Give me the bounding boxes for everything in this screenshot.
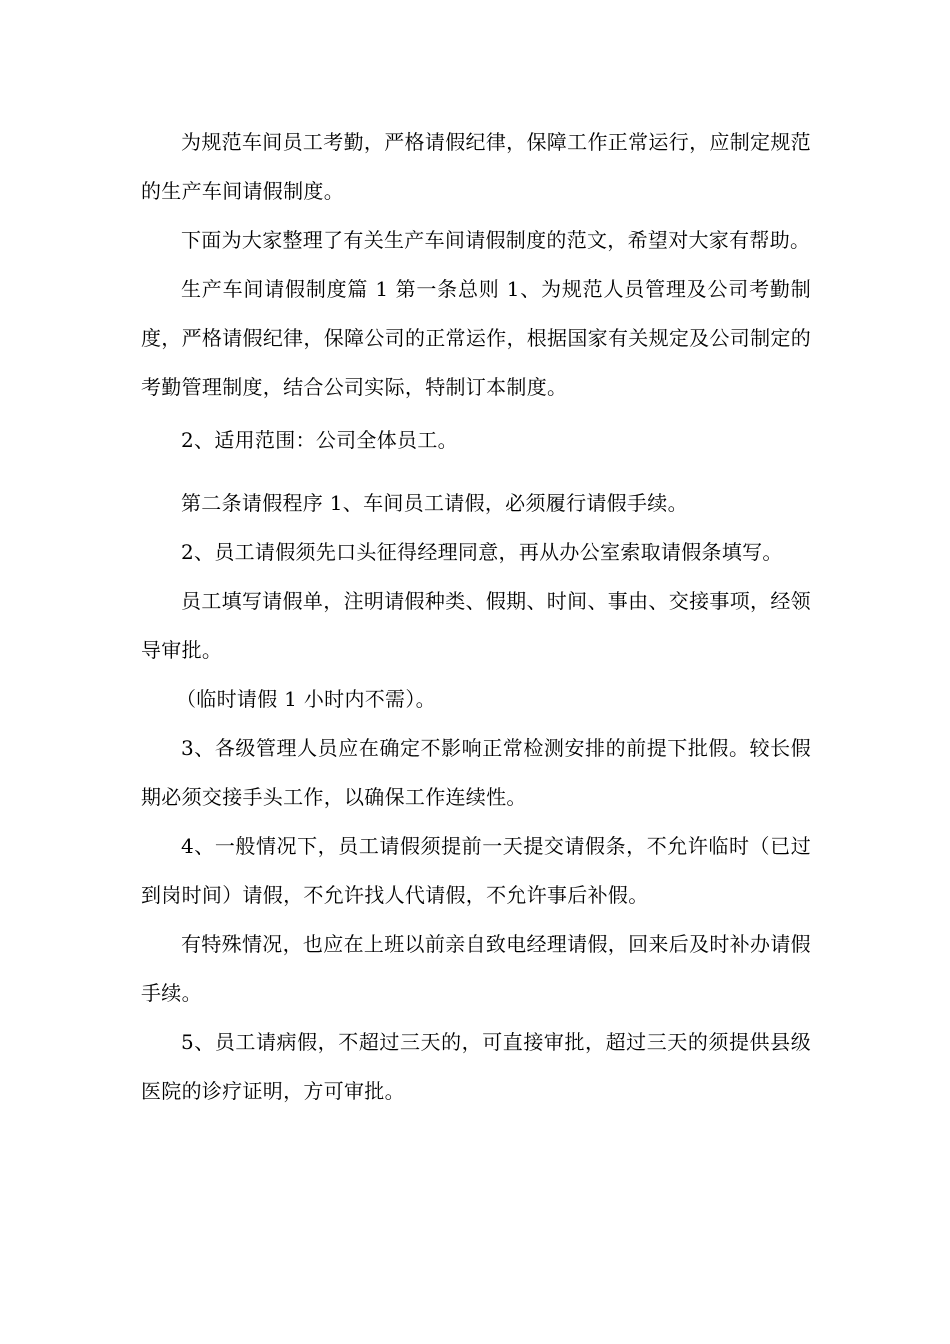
paragraph-leave-form: 员工填写请假单，注明请假种类、假期、时间、事由、交接事项，经领导审批。 xyxy=(141,589,811,662)
paragraph-sick-leave: 5、员工请病假，不超过三天的，可直接审批，超过三天的须提供县级医院的诊疗证明，方可审批。 xyxy=(141,1030,811,1103)
paragraph-general-rules: 生产车间请假制度篇 1 第一条总则 1、为规范人员管理及公司考勤制度，严格请假纪律，保障公司的正常运作，根据国家有关规定及公司制定的考勤管理制度，结合公司实际，特制订本制度。 xyxy=(141,277,811,399)
paragraph-special-circumstances: 有特殊情况，也应在上班以前亲自致电经理请假，回来后及时补办请假手续。 xyxy=(141,932,811,1005)
paragraph-scope: 2、适用范围：公司全体员工。 xyxy=(181,428,458,452)
paragraph-procedure-step-4: 4、一般情况下，员工请假须提前一天提交请假条，不允许临时（已过到岗时间）请假，不允许找人代请假，不允许事后补假。 xyxy=(141,834,811,907)
paragraph-leave-procedure: 第二条请假程序 1、车间员工请假，必须履行请假手续。 xyxy=(181,491,688,515)
paragraph-intro: 为规范车间员工考勤，严格请假纪律，保障工作正常运行，应制定规范的生产车间请假制度。 xyxy=(141,130,811,203)
paragraph-procedure-step-2: 2、员工请假须先口头征得经理同意，再从办公室索取请假条填写。 xyxy=(181,540,783,564)
paragraph-temporary-leave-note: （临时请假 1 小时内不需）。 xyxy=(176,687,436,711)
paragraph-procedure-step-3: 3、各级管理人员应在确定不影响正常检测安排的前提下批假。较长假期必须交接手头工作，以确保工作连续性。 xyxy=(141,736,811,809)
document-body xyxy=(141,118,811,1116)
paragraph-preface: 下面为大家整理了有关生产车间请假制度的范文，希望对大家有帮助。 xyxy=(181,228,811,252)
